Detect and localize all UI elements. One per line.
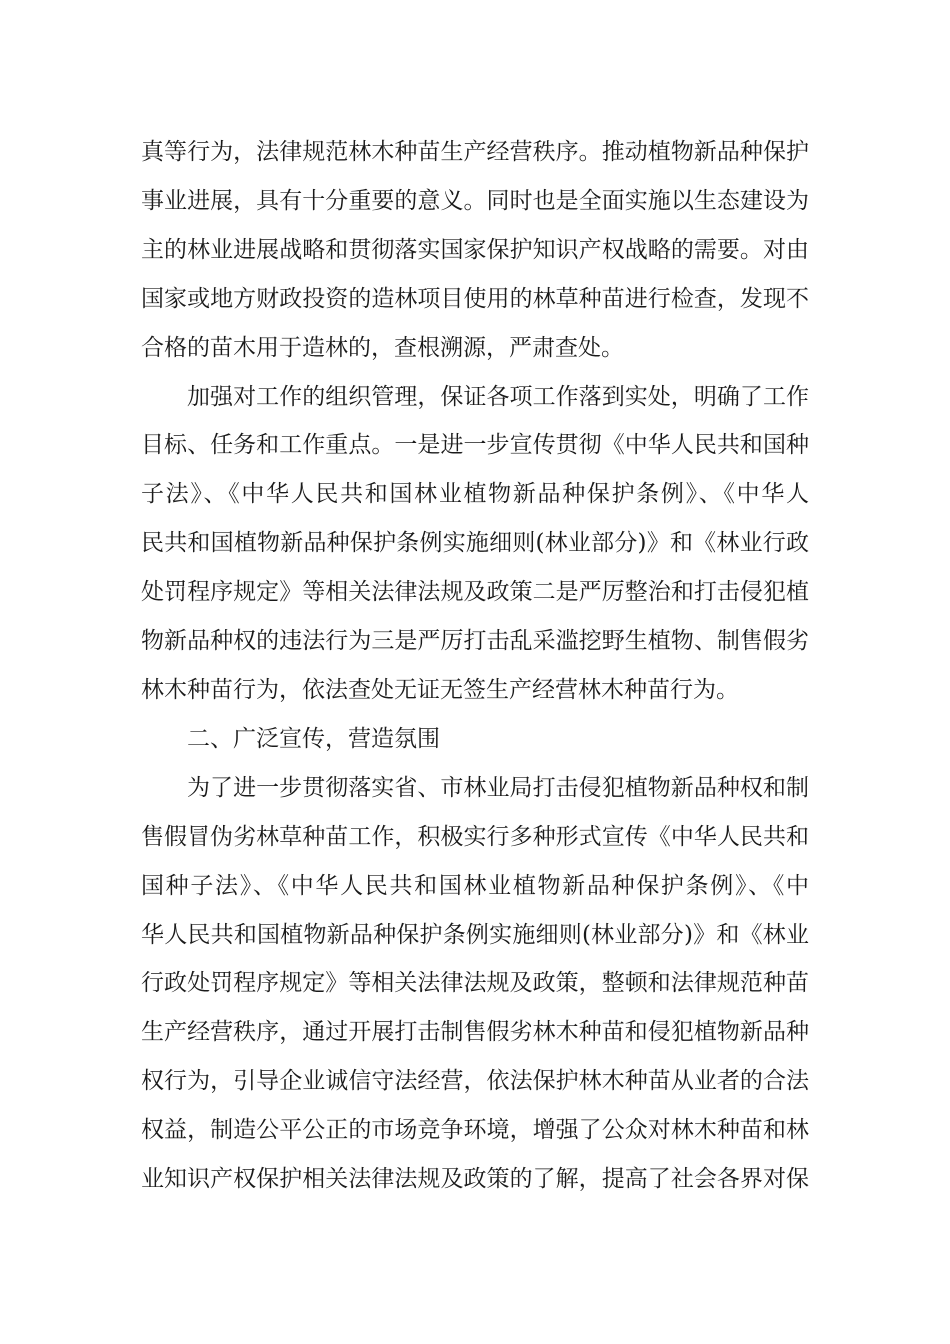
text-line: 事业进展，具有十分重要的意义。同时也是全面实施以生态建设为 — [141, 187, 809, 214]
text-line: 物新品种权的违法行为三是严厉打击乱采滥挖野生植物、制售假劣 — [141, 628, 809, 655]
text-line: 生产经营秩序，通过开展打击制售假劣林木种苗和侵犯植物新品种 — [141, 1019, 809, 1046]
text-line: 为了进一步贯彻落实省、市林业局打击侵犯植物新品种权和制 — [187, 774, 809, 801]
document-body — [141, 128, 809, 1204]
paragraph-3 — [141, 764, 809, 1204]
text-line: 国家或地方财政投资的造林项目使用的林草种苗进行检查，发现不 — [141, 285, 809, 312]
text-line: 售假冒伪劣林草种苗工作，积极实行多种形式宣传《中华人民共和 — [141, 823, 809, 850]
text-line: 权行为，引导企业诚信守法经营，依法保护林木种苗从业者的合法 — [141, 1068, 809, 1095]
text-line: 加强对工作的组织管理，保证各项工作落到实处，明确了工作 — [187, 383, 809, 410]
paragraph-2 — [141, 373, 809, 715]
text-line: 林木种苗行为，依法查处无证无签生产经营林木种苗行为。 — [141, 676, 739, 703]
text-line: 华人民共和国植物新品种保护条例实施细则(林业部分)》和《林业 — [141, 921, 809, 948]
text-line: 国种子法》、《中华人民共和国林业植物新品种保护条例》、《中 — [141, 872, 809, 899]
text-line: 业知识产权保护相关法律法规及政策的了解，提高了社会各界对保 — [141, 1166, 809, 1193]
text-line: 目标、任务和工作重点。一是进一步宣传贯彻《中华人民共和国种 — [141, 432, 809, 459]
text-line: 行政处罚程序规定》等相关法律法规及政策，整顿和法律规范种苗 — [141, 970, 809, 997]
text-line: 权益，制造公平公正的市场竞争环境，增强了公众对林木种苗和林 — [141, 1117, 809, 1144]
text-line: 真等行为，法律规范林木种苗生产经营秩序。推动植物新品种保护 — [141, 139, 809, 165]
text-line: 子法》、《中华人民共和国林业植物新品种保护条例》、《中华人 — [141, 481, 809, 508]
section-heading — [141, 715, 809, 764]
text-line: 民共和国植物新品种保护条例实施细则(林业部分)》和《林业行政 — [141, 530, 809, 557]
paragraph-1 — [141, 128, 809, 373]
heading-text: 二、广泛宣传，营造氛围 — [187, 725, 440, 752]
text-line: 主的林业进展战略和贯彻落实国家保护知识产权战略的需要。对由 — [141, 236, 809, 263]
text-line: 处罚程序规定》等相关法律法规及政策二是严厉整治和打击侵犯植 — [141, 579, 809, 606]
text-line: 合格的苗木用于造林的，查根溯源，严肃查处。 — [141, 334, 624, 361]
